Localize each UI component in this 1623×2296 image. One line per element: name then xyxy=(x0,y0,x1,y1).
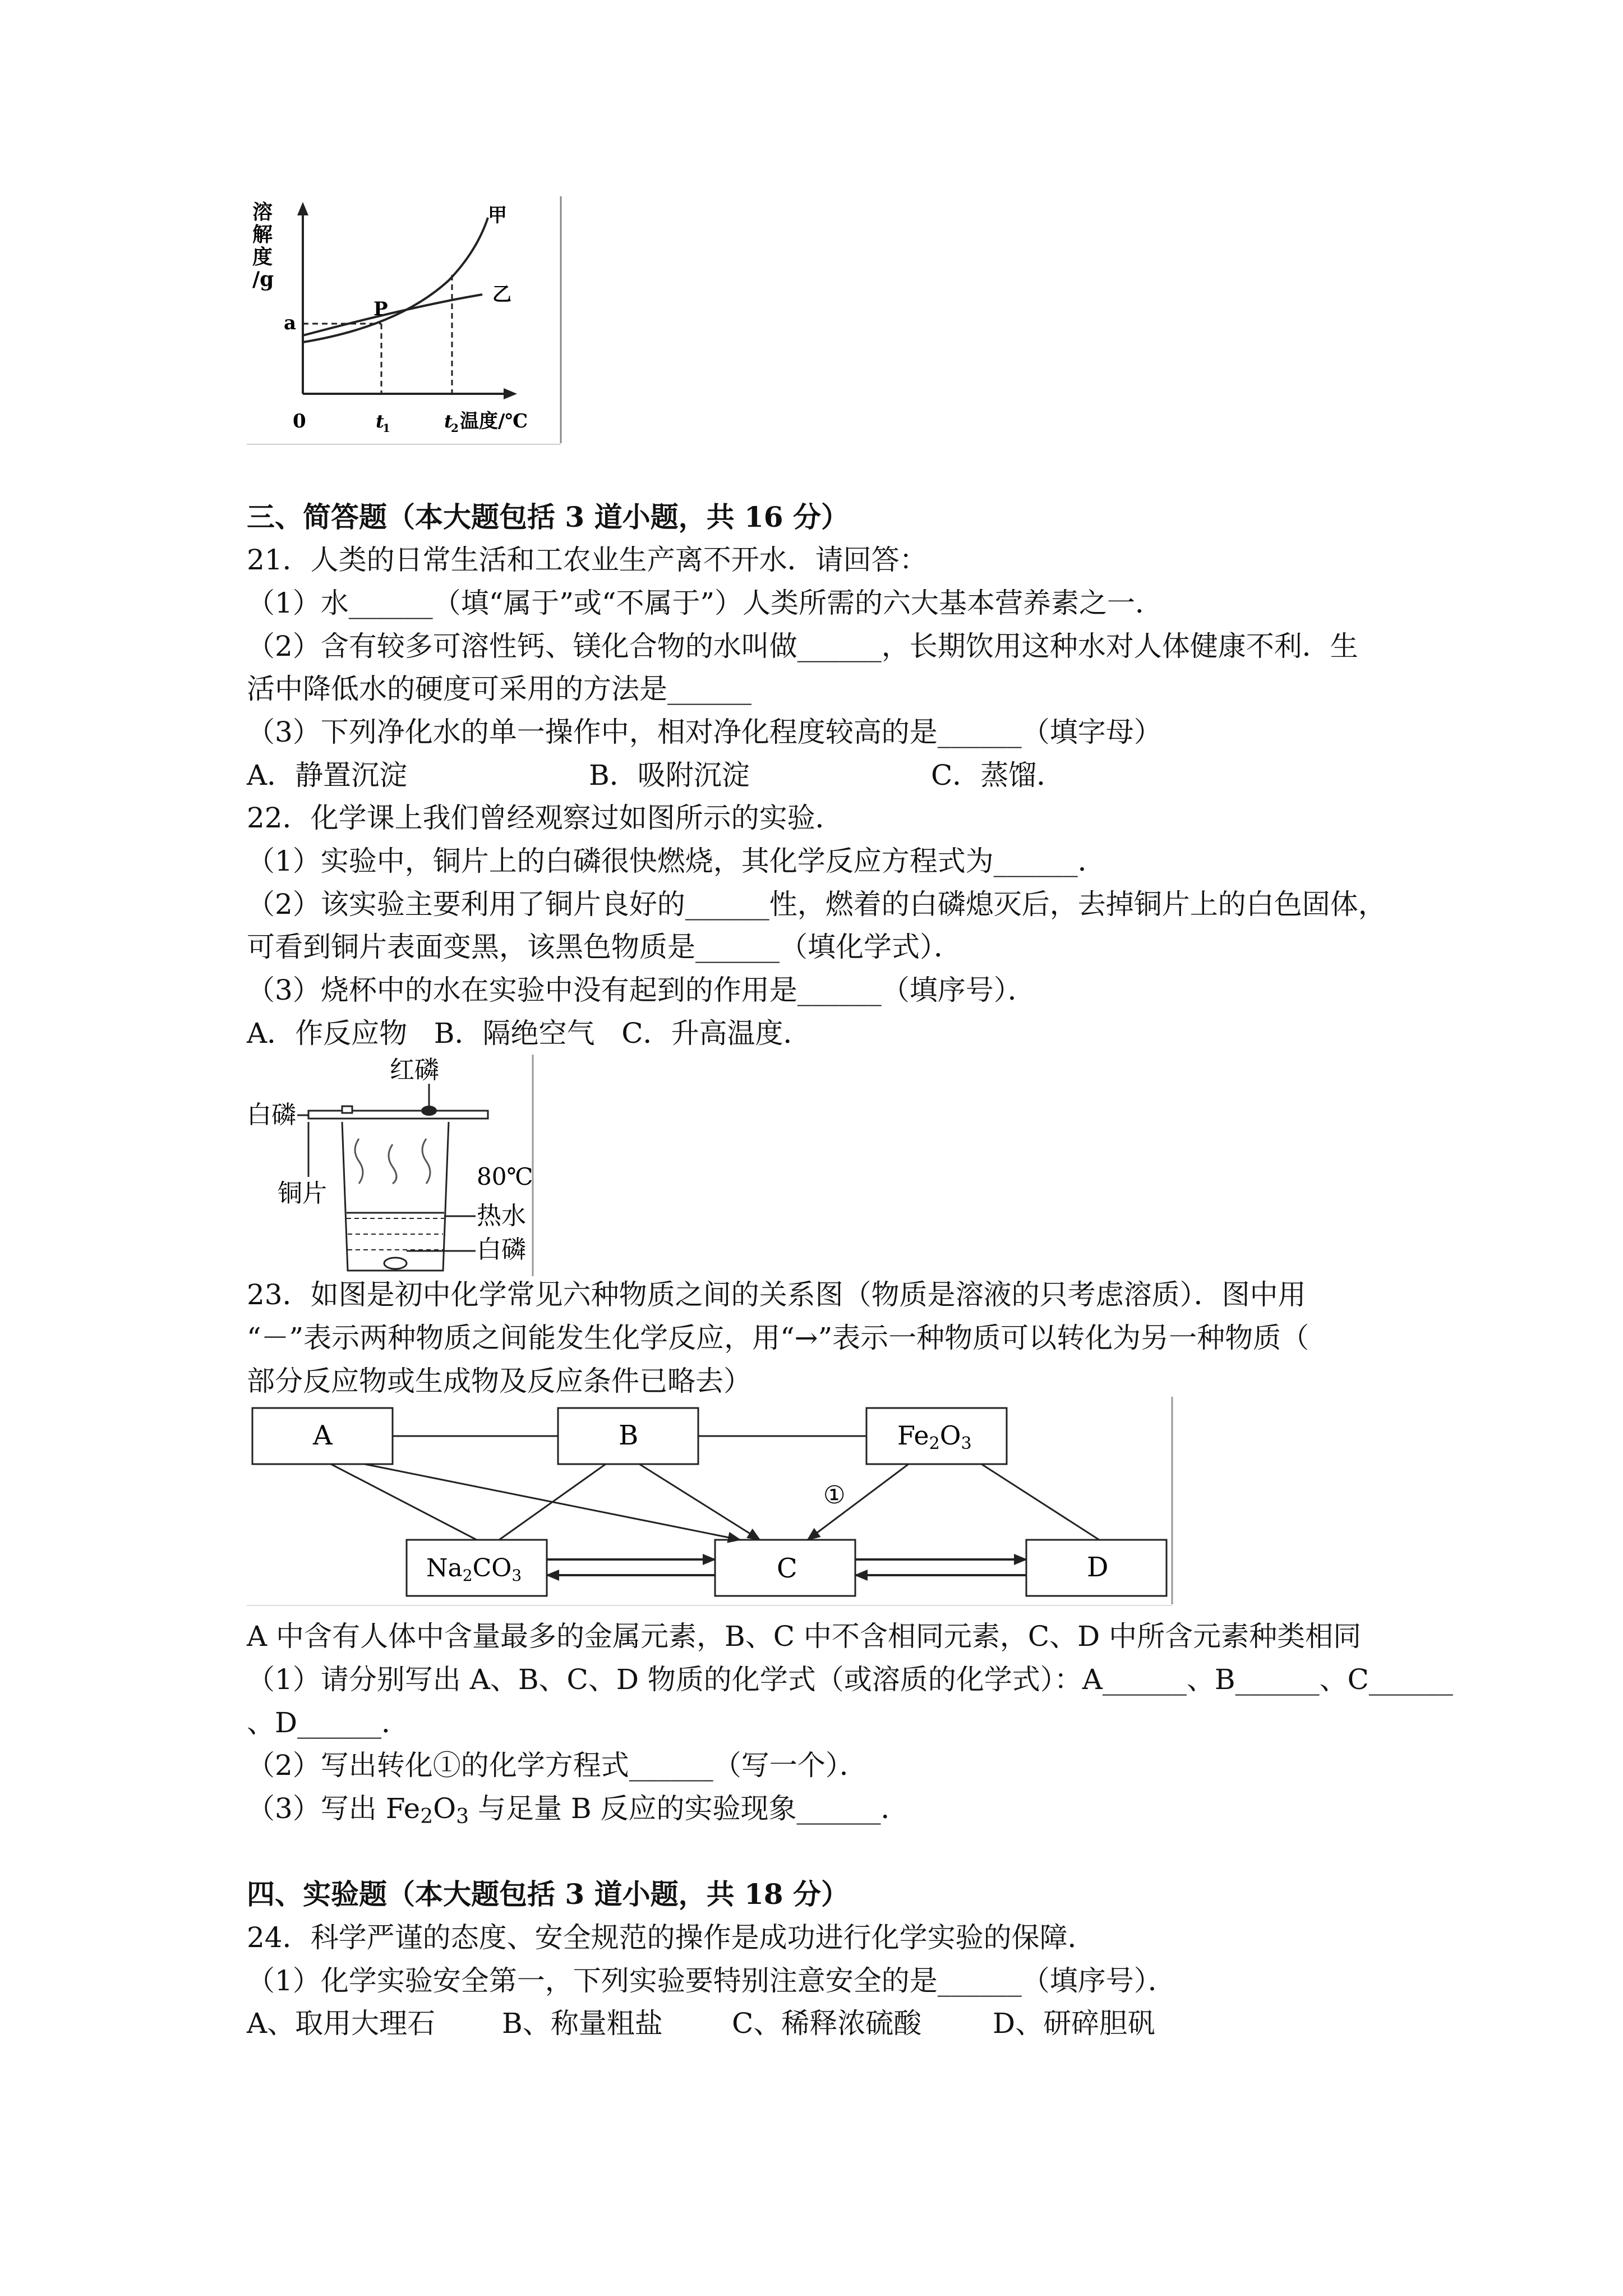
y-label-3: 度 xyxy=(252,245,273,269)
q23-part3: （3）写出 $Fe_2O_3$ 与足量 B 反应的实验现象______． xyxy=(247,1792,909,1828)
t1-label: t xyxy=(376,411,384,432)
t2-label: t xyxy=(444,411,453,432)
node-a-label: A xyxy=(313,1420,333,1451)
q21-part3: （3）下列净化水的单一操作中，相对净化程度较高的是______（填字母） xyxy=(247,716,1162,748)
q22-stem: 22．化学课上我们曾经观察过如图所示的实验． xyxy=(247,802,843,834)
t1-sub: 1 xyxy=(382,421,390,435)
beaker xyxy=(342,1122,449,1271)
relationship-diagram xyxy=(247,1397,1178,1610)
q21-part1: （1）水______（填“属于”或“不属于”）人类所需的六大基本营养素之一． xyxy=(247,587,1164,619)
node-na2co3 xyxy=(407,1540,547,1596)
q22-part2-line1: （2）该实验主要利用了铜片良好的______性，燃着的白磷熄灭后，去掉铜片上的白色固体， xyxy=(247,888,1386,921)
node-fe2o3 xyxy=(866,1408,1007,1464)
q23-stem-line2: “－”表示两种物质之间能发生化学反应，用“→”表示一种物质可以转化为另一种物质（ xyxy=(247,1322,1310,1354)
white-phosphorus-top-label: 白磷 xyxy=(247,1101,296,1129)
conversion-1-label: ① xyxy=(823,1481,846,1510)
q21-part2-line1: （2）含有较多可溶性钙、镁化合物的水叫做______，长期饮用这种水对人体健康不利．生 xyxy=(247,630,1358,662)
steam-3 xyxy=(422,1139,430,1184)
yi-label: 乙 xyxy=(492,283,511,306)
copper-sheet xyxy=(308,1111,488,1119)
node-fe2o3-label: Fe2O3 xyxy=(897,1420,972,1453)
q23-part1-line1: （1）请分别写出 A、B、C、D 物质的化学式（或溶质的化学式）：A______、B______、C______ xyxy=(247,1663,1453,1696)
jia-label: 甲 xyxy=(488,204,507,227)
y-axis-arrow xyxy=(297,202,308,215)
q21-option-a: A．静置沉淀 xyxy=(247,759,408,792)
red-phosphorus-label: 红磷 xyxy=(390,1056,439,1084)
solubility-figure xyxy=(247,196,566,449)
node-b xyxy=(558,1408,698,1464)
x-axis-label: 温度/℃ xyxy=(460,410,528,432)
curve-jia xyxy=(303,218,488,342)
steam-2 xyxy=(389,1144,396,1184)
steam-1 xyxy=(355,1139,363,1184)
q24-option-d: D、研碎胆矾 xyxy=(993,2007,1156,2040)
combustion-experiment-figure xyxy=(247,1055,538,1279)
q24-option-b: B、称量粗盐 xyxy=(502,2007,663,2040)
q23-part2: （2）写出转化①的化学方程式______（写一个）． xyxy=(247,1749,868,1782)
q24-stem: 24．科学严谨的态度、安全规范的操作是成功进行化学实验的保障． xyxy=(247,1921,1096,1954)
node-d-label: D xyxy=(1087,1552,1109,1583)
x-axis-arrow xyxy=(504,388,517,399)
arrow-b-c xyxy=(639,1464,760,1540)
node-c-label: C xyxy=(777,1553,797,1584)
red-phosphorus-piece xyxy=(421,1106,437,1116)
q24-part1: （1）化学实验安全第一，下列实验要特别注意安全的是______（填序号）． xyxy=(247,1964,1176,1997)
white-phosphorus-bottom-label: 白磷 xyxy=(477,1235,526,1264)
y-label-4: /g xyxy=(252,268,274,291)
y-label-2: 解 xyxy=(252,223,273,246)
q23-stem-line1: 23．如图是初中化学常见六种物质之间的关系图（物质是溶液的只考虑溶质）．图中用 xyxy=(247,1278,1306,1311)
arrow-fe2o3-c xyxy=(808,1464,909,1540)
y-label-1: 溶 xyxy=(252,200,273,224)
white-phosphorus-piece xyxy=(342,1106,352,1113)
q21-part2-line2: 活中降低水的硬度可采用的方法是______ xyxy=(247,673,751,705)
node-na2co3-label: Na2CO3 xyxy=(426,1554,522,1585)
q21-option-c: C．蒸馏． xyxy=(931,759,1065,792)
arrow-a-c xyxy=(365,1464,740,1540)
temperature-label: 80℃ xyxy=(477,1163,533,1190)
q21-option-b: B．吸附沉淀 xyxy=(589,759,750,792)
q22-part1: （1）实验中，铜片上的白磷很快燃烧，其化学反应方程式为______． xyxy=(247,845,1106,877)
node-b-label: B xyxy=(619,1420,639,1451)
q22-options: A．作反应物 B．隔绝空气 C．升高温度． xyxy=(247,1017,811,1050)
hot-water-label: 热水 xyxy=(477,1202,526,1230)
curve-yi xyxy=(303,295,482,335)
a-label: a xyxy=(284,312,297,334)
node-c xyxy=(715,1540,855,1596)
origin-label: 0 xyxy=(293,410,306,432)
q22-part2-line2: 可看到铜片表面变黑，该黑色物质是______（填化学式）． xyxy=(247,931,962,963)
q22-part3: （3）烧杯中的水在实验中没有起到的作用是______（填序号）． xyxy=(247,974,1036,1006)
p-label: P xyxy=(374,298,388,320)
q23-info: A 中含有人体中含量最多的金属元素，B、C 中不含相同元素，C、D 中所含元素种类相同 xyxy=(247,1620,1362,1653)
copper-sheet-label: 铜片 xyxy=(278,1179,327,1208)
q24-option-c: C、稀释浓硫酸 xyxy=(732,2007,922,2040)
edge-a-na2co3 xyxy=(331,1464,477,1540)
section3-heading: 三、简答题（本大题包括 3 道小题，共 16 分） xyxy=(247,500,849,533)
node-a xyxy=(252,1408,393,1464)
white-phosphorus-underwater xyxy=(384,1258,407,1269)
section4-heading: 四、实验题（本大题包括 3 道小题，共 18 分） xyxy=(247,1878,849,1911)
q23-part1-line2: 、D______． xyxy=(247,1706,410,1739)
q24-option-a: A、取用大理石 xyxy=(247,2007,436,2040)
t2-sub: 2 xyxy=(451,421,459,435)
q23-stem-line3: 部分反应物或生成物及反应条件已略去） xyxy=(247,1365,751,1397)
node-d xyxy=(1026,1540,1166,1596)
q21-stem: 21．人类的日常生活和工农业生产离不开水．请回答： xyxy=(247,544,928,576)
edge-fe2o3-d xyxy=(981,1464,1099,1540)
